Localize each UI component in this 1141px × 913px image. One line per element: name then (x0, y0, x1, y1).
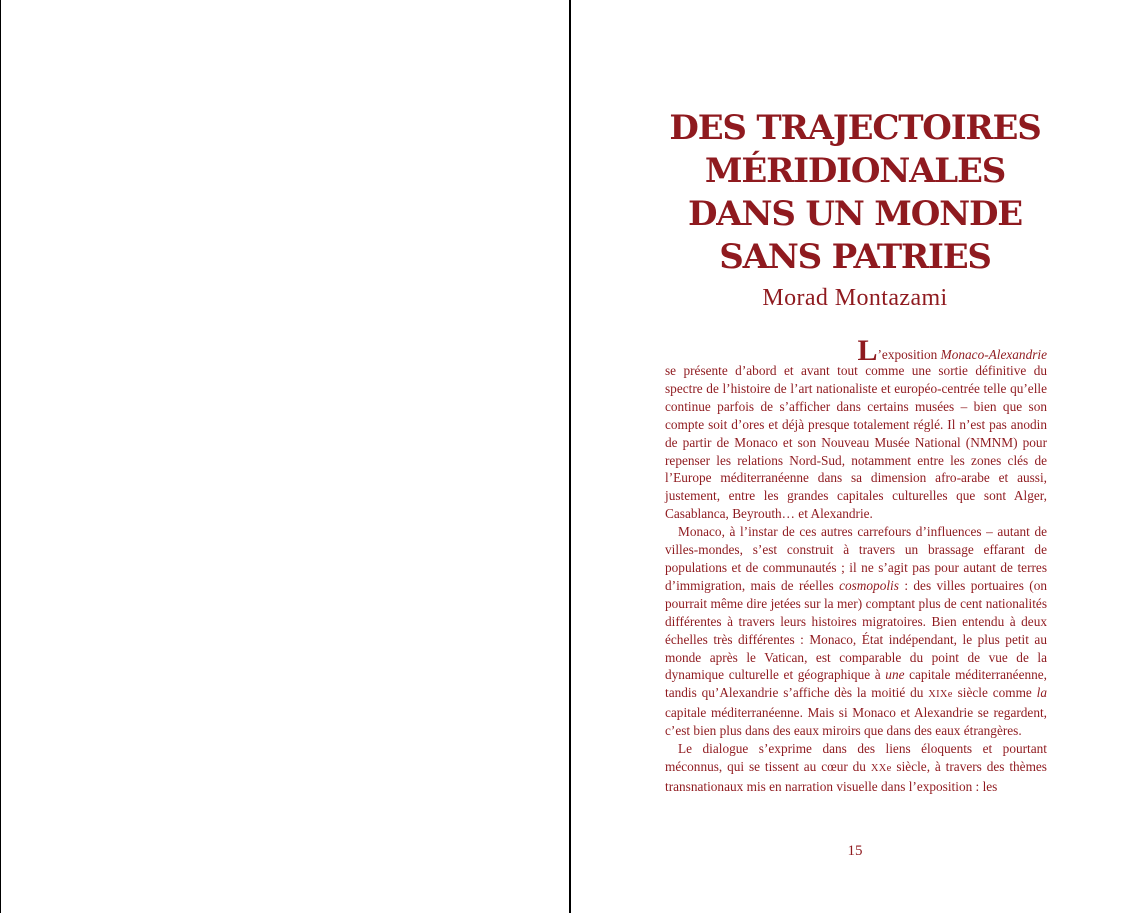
title-line: MÉRIDIONALES (704, 151, 1006, 191)
drop-cap: L (857, 334, 878, 367)
paragraph-2 (665, 523, 1047, 740)
left-page-blank (0, 0, 570, 913)
paragraph-1-lead: ’exposition (877, 347, 941, 362)
page-number: 15 (847, 843, 863, 859)
century-20: XXe (870, 762, 892, 774)
left-edge-rule (0, 0, 1, 913)
paragraph-3-text-a: Le dialogue s’exprime dans des liens éloquents et pourtant méconnus, qui se tissent au cœur du (665, 741, 1047, 774)
exhibition-title: Monaco-Alexandrie (940, 347, 1047, 362)
title-line: DANS UN MONDE (687, 194, 1023, 234)
author-name: Morad Montazami (762, 285, 948, 311)
paragraph-2-text-a: Monaco, à l’instar de ces autres carrefours d’influences – autant de villes-mondes, s’est construit à travers un brassage effarant de populations et de communautés ; il ne s’agit pas pour autant de terres d’immigration, mais de réelles (665, 524, 1047, 593)
title-line: SANS PATRIES (719, 237, 991, 277)
title-line: DES TRAJECTOIRES (669, 108, 1041, 148)
paragraph-2-italic-la: la (1036, 685, 1048, 701)
century-19: XIXe (928, 689, 953, 701)
paragraph-3-text-b: siècle, à travers des thèmes transnationaux mis en narration visuelle dans l’exposition : les (665, 758, 1047, 794)
paragraph-2-italic-cosmopolis: cosmopolis (839, 577, 899, 593)
paragraph-1-opening (665, 334, 1047, 367)
paragraph-1 (665, 334, 1047, 523)
paragraph-2-text-d: siècle comme (952, 685, 1037, 701)
paragraph-2-text-c: capitale méditerranéenne, tandis qu’Alexandrie s’affiche dès la moitié du (665, 667, 1048, 701)
article-body (665, 334, 1048, 796)
paragraph-2-text-b: : des villes portuaires (on pourrait même dire jetées sur la mer) comptant plus de cent nationalités différentes à travers leurs histoires migratoires. Bien entendu à deux échelles très différentes : Monaco, État indépendant, le plus petit au monde après le Vatican, est comparable du point de vue de la dynamique culturelle et géographique à (665, 577, 1048, 683)
paragraph-3 (665, 740, 1047, 796)
paragraph-2-text-e: capitale méditerranéenne. Mais si Monaco et Alexandrie se regardent, c’est bien plus dans des eaux miroirs que dans des eaux étrangères. (665, 705, 1047, 739)
article-title (665, 107, 1045, 279)
paragraph-2-italic-une: une (885, 667, 905, 683)
paragraph-1-text: se présente d’abord et avant tout comme une sortie définitive du spectre de l’histoire de l’art nationaliste et européo-centrée telle qu’elle continue parfois de s’afficher dans certains musées – bien que son compte soit d’ores et déjà presque totalement réglé. Il n’est pas anodin de partir de Monaco et son Nouveau Musée National (NMNM) pour repenser les relations Nord-Sud, notamment entre les zones clés de l’Europe méditerranéenne dans sa dimension afro-arabe et aussi, justement, entre les grandes capitales culturelles que sont Alger, Casablanca, Beyrouth… et Alexandrie. (665, 363, 1047, 522)
